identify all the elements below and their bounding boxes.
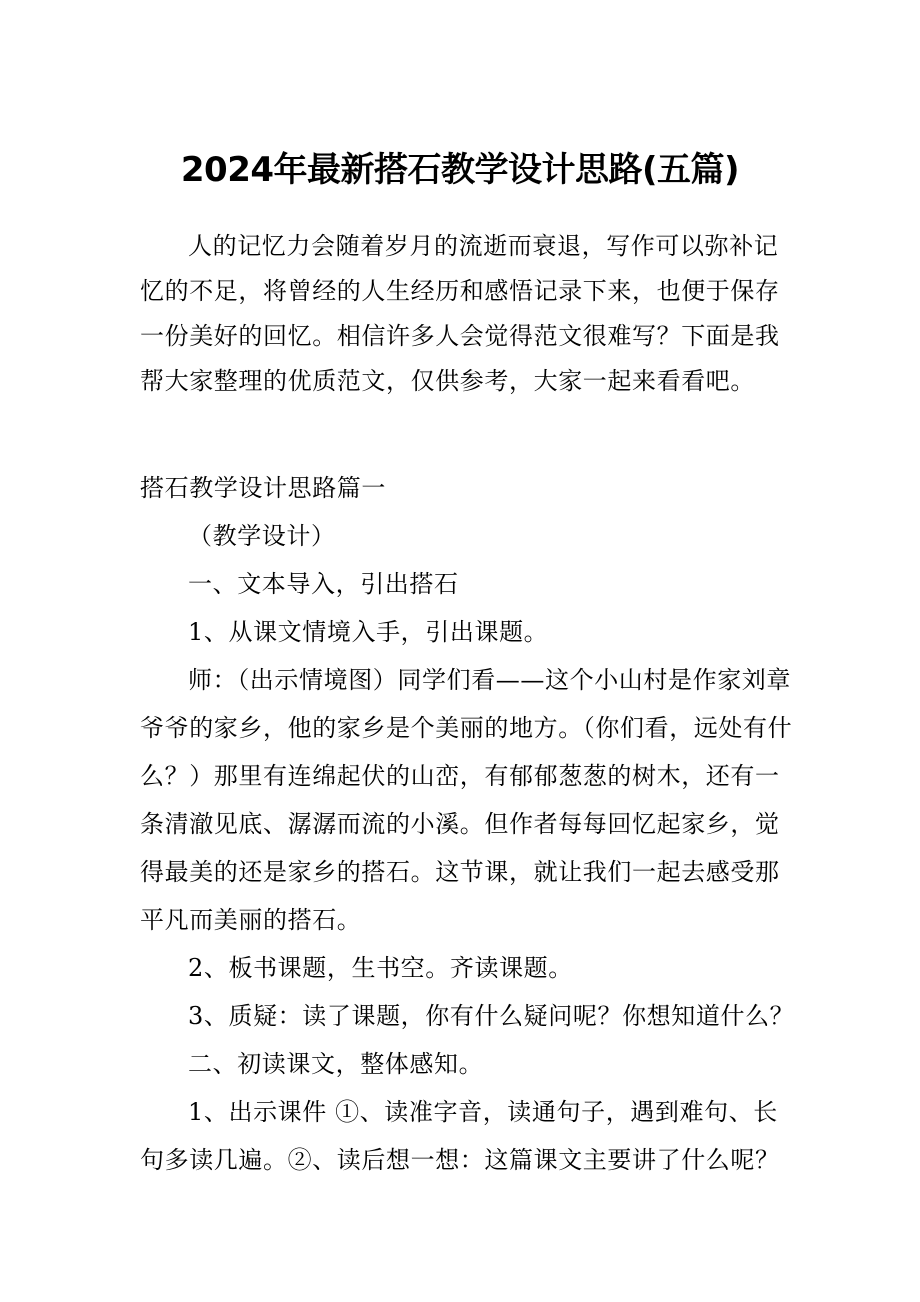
intro-section [140,224,795,404]
body-paragraph: 一、文本导入，引出搭石 [188,570,459,598]
document-title: 2024年最新搭石教学设计思路(五篇) [180,150,740,190]
section-heading: 搭石教学设计思路篇一 [140,474,386,502]
body-paragraph: 3、质疑：读了课题，你有什么疑问呢？你想知道什么？ [188,1002,795,1030]
body-paragraph: 师：（出示情境图）同学们看——这个小山村是作家刘章爷爷的家乡，他的家乡是个美丽的地方。（你们看，远处有什么？）那里有连绵起伏的山峦，有郁郁葱葱的树木，还有一条清澈见底、潺潺而流的小溪。但作者每每回忆起家乡，觉得最美的还是家乡的搭石。这节课，就让我们一起去感受那平凡而美丽的搭石。 [140,666,793,934]
article-body [140,464,795,1184]
intro-paragraph: 人的记忆力会随着岁月的流逝而衰退，写作可以弥补记忆的不足，将曾经的人生经历和感悟记录下来，也便于保存一份美好的回忆。相信许多人会觉得范文很难写？下面是我帮大家整理的优质范文，仅供参考，大家一起来看看吧。 [140,232,780,395]
body-paragraph: 2、板书课题，生书空。齐读课题。 [188,954,573,982]
body-paragraph: （教学设计） [188,522,336,550]
body-paragraph: 1、出示课件 ①、读准字音，读通句子，遇到难句、长句多读几遍。②、读后想一想：这篇课文主要讲了什么呢？ [140,1098,780,1174]
body-paragraph: 二、初读课文，整体感知。 [188,1050,484,1078]
body-paragraph: 1、从课文情境入手，引出课题。 [188,618,549,646]
